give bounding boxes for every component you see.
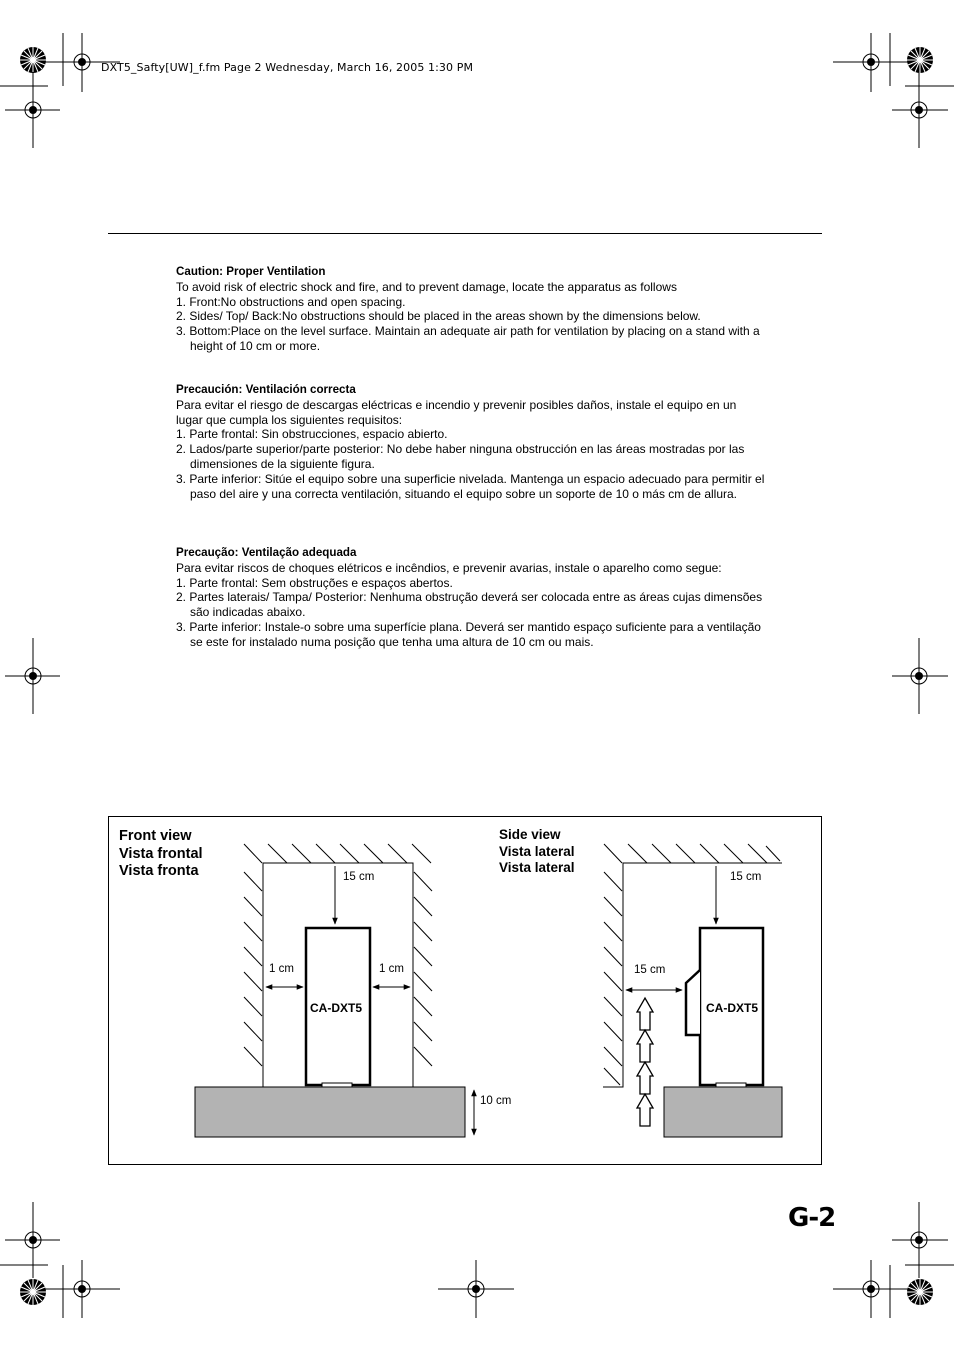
section-intro: Para evitar riscos de choques elétricos e incêndios, e prevenir avarias, instale o aparelho como segue: <box>176 560 722 575</box>
front-ceiling-hatch <box>244 844 431 863</box>
front-view-title-en: Front view <box>119 828 192 844</box>
side-view-title-pt: Vista lateral <box>499 860 575 875</box>
front-view-title <box>119 828 203 881</box>
list-item: 1. Front:No obstructions and open spacing. <box>176 294 406 309</box>
side-view-title-en: Side view <box>499 827 561 842</box>
side-ceiling-hatch <box>604 844 780 863</box>
stand-height-label: 10 cm <box>480 1095 512 1107</box>
section-title: Precaução: Ventilação adequada <box>176 546 357 559</box>
side-back-gap-label: 15 cm <box>634 964 666 976</box>
front-right-wall-hatch <box>414 872 432 1066</box>
section-intro: To avoid risk of electric shock and fire, and to prevent damage, locate the apparatus as follows <box>176 279 677 294</box>
section-title: Precaución: Ventilación correcta <box>176 383 356 396</box>
side-view-title-es: Vista lateral <box>499 843 575 859</box>
front-left-wall-hatch <box>244 872 262 1066</box>
speaker-foot <box>322 1083 352 1087</box>
side-top-gap-label: 15 cm <box>730 871 762 883</box>
front-right-gap-label: 1 cm <box>379 963 404 975</box>
front-top-gap-label: 15 cm <box>343 871 375 883</box>
front-left-gap-label: 1 cm <box>269 963 294 975</box>
list-item: 3. Bottom:Place on the level surface. Maintain an adequate air path for ventilation by placing on a stand with a height of 10 cm or more. <box>176 324 760 353</box>
list-item: 2. Sides/ Top/ Back:No obstructions should be placed in the areas shown by the dimensions below. <box>176 309 701 324</box>
list-item: 2. Partes laterais/ Tampa/ Posterior: Nenhuma obstrução deverá ser colocada entre as áreas cujas dimensões são indicadas abaixo. <box>176 590 763 620</box>
list-item: 1. Parte frontal: Sin obstrucciones, espacio abierto. <box>176 427 448 442</box>
airflow-arrows-icon <box>637 998 653 1126</box>
list-item: 3. Parte inferior: Sitúe el equipo sobre una superficie nivelada. Mantenga un espacio adecuado para permitir el paso del aire y una correcta ventilación, situando el equipo sobre un soporte de 10 o más cm de allura. <box>176 471 765 501</box>
section-title: Caution: Proper Ventilation <box>176 265 326 278</box>
list-item: 2. Lados/parte superior/parte posterior: No debe haber ninguna obstrucción en las áreas mostradas por las dimensiones de la siguiente figura. <box>176 442 745 471</box>
file-info-header: DXT5_Safty[UW]_f.fm Page 2 Wednesday, March 16, 2005 1:30 PM <box>101 61 474 74</box>
front-unit-label: CA-DXT5 <box>310 1001 363 1015</box>
front-stand <box>195 1087 465 1137</box>
side-unit-label: CA-DXT5 <box>706 1001 759 1015</box>
section-intro: Para evitar el riesgo de descargas eléctricas e incendio y prevenir posibles daños, instale el equipo en un lugar que cumpla los siguientes requisitos: <box>176 397 737 427</box>
side-speaker-back <box>686 970 700 1035</box>
list-item: 3. Parte inferior: Instale-o sobre uma superfície plana. Deverá ser mantido espaço suficiente para a ventilação se este for instalado numa posição que tenha uma altura de 10 cm ou mais. <box>176 619 761 649</box>
front-view-title-es: Vista frontal <box>119 845 203 862</box>
front-view-title-pt: Vista fronta <box>119 863 199 879</box>
list-item: 1. Parte frontal: Sem obstruções e espaços abertos. <box>176 575 453 590</box>
side-back-wall-hatch <box>604 872 622 1085</box>
side-view-title <box>499 827 575 877</box>
side-stand <box>664 1087 782 1137</box>
speaker-foot <box>716 1083 746 1087</box>
front-view-drawing <box>195 844 474 1137</box>
side-view-drawing <box>603 844 782 1137</box>
page-number: G-2 <box>788 1203 836 1233</box>
